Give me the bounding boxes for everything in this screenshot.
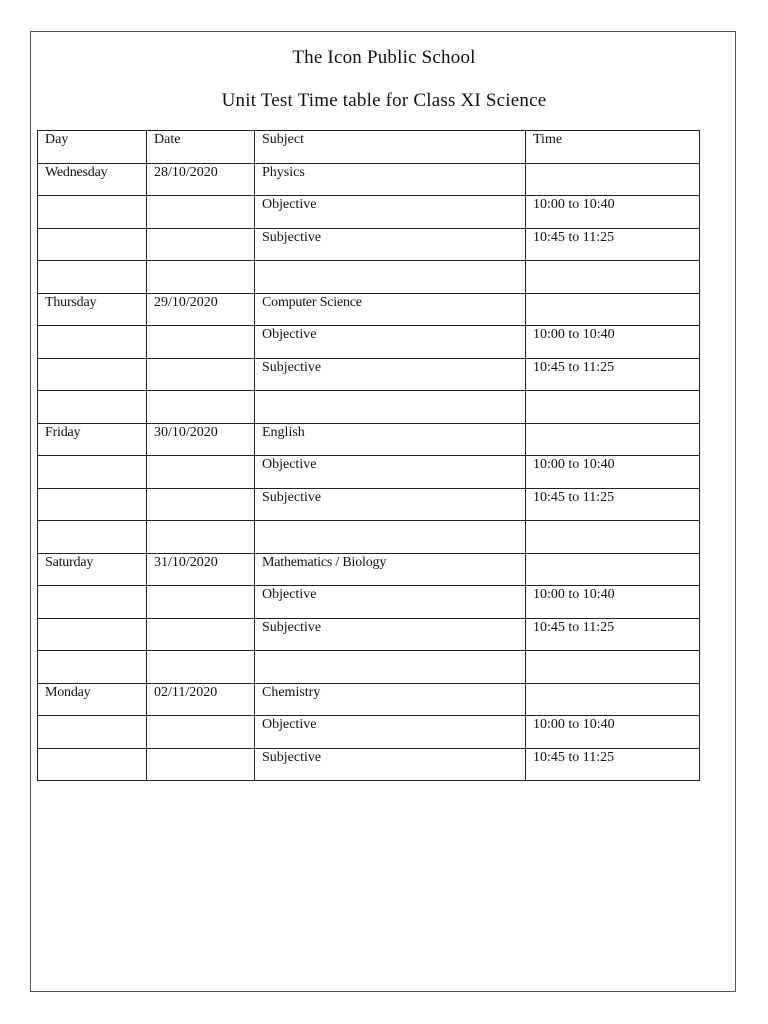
subject-cell: Objective xyxy=(255,586,526,619)
subject-cell: Subjective xyxy=(255,618,526,651)
table-row xyxy=(38,326,700,359)
header-time: Time xyxy=(526,131,700,164)
time-cell xyxy=(526,163,700,196)
subject-cell: Subjective xyxy=(255,228,526,261)
subject-cell xyxy=(255,651,526,684)
day-cell xyxy=(38,651,147,684)
subject-cell: Objective xyxy=(255,326,526,359)
time-cell xyxy=(526,521,700,554)
time-cell: 10:45 to 11:25 xyxy=(526,748,700,781)
day-cell xyxy=(38,326,147,359)
time-cell: 10:00 to 10:40 xyxy=(526,456,700,489)
date-cell: 30/10/2020 xyxy=(147,423,255,456)
subject-cell xyxy=(255,261,526,294)
subject-cell: English xyxy=(255,423,526,456)
table-row xyxy=(38,521,700,554)
date-cell: 31/10/2020 xyxy=(147,553,255,586)
day-cell xyxy=(38,748,147,781)
school-title: The Icon Public School xyxy=(292,47,476,68)
header-row xyxy=(38,131,700,164)
date-cell xyxy=(147,748,255,781)
date-cell: 28/10/2020 xyxy=(147,163,255,196)
day-cell: Monday xyxy=(38,683,147,716)
subject-cell xyxy=(255,521,526,554)
table-row xyxy=(38,553,700,586)
header-subject: Subject xyxy=(255,131,526,164)
table-row xyxy=(38,651,700,684)
subject-cell: Subjective xyxy=(255,748,526,781)
time-cell: 10:45 to 11:25 xyxy=(526,228,700,261)
date-cell xyxy=(147,716,255,749)
table-row xyxy=(38,748,700,781)
time-cell: 10:45 to 11:25 xyxy=(526,488,700,521)
date-cell xyxy=(147,228,255,261)
time-cell xyxy=(526,683,700,716)
table-row xyxy=(38,261,700,294)
subject-cell: Physics xyxy=(255,163,526,196)
table-row xyxy=(38,228,700,261)
time-cell: 10:45 to 11:25 xyxy=(526,358,700,391)
day-cell xyxy=(38,358,147,391)
table-row xyxy=(38,423,700,456)
subject-cell: Objective xyxy=(255,456,526,489)
day-cell xyxy=(38,456,147,489)
table-row xyxy=(38,456,700,489)
day-cell xyxy=(38,618,147,651)
timetable-body xyxy=(38,131,700,781)
time-cell: 10:00 to 10:40 xyxy=(526,716,700,749)
day-cell: Friday xyxy=(38,423,147,456)
table-row xyxy=(38,716,700,749)
subject-cell: Mathematics / Biology xyxy=(255,553,526,586)
time-cell: 10:00 to 10:40 xyxy=(526,326,700,359)
date-cell xyxy=(147,488,255,521)
day-cell xyxy=(38,261,147,294)
table-row xyxy=(38,163,700,196)
time-cell xyxy=(526,391,700,424)
table-row xyxy=(38,196,700,229)
date-cell xyxy=(147,618,255,651)
table-row xyxy=(38,683,700,716)
subject-cell xyxy=(255,391,526,424)
date-cell xyxy=(147,358,255,391)
date-cell xyxy=(147,261,255,294)
day-cell: Wednesday xyxy=(38,163,147,196)
timetable-subtitle: Unit Test Time table for Class XI Science xyxy=(221,90,547,111)
day-cell xyxy=(38,228,147,261)
time-cell xyxy=(526,423,700,456)
date-cell: 29/10/2020 xyxy=(147,293,255,326)
day-cell xyxy=(38,586,147,619)
header-date: Date xyxy=(147,131,255,164)
subject-cell: Objective xyxy=(255,716,526,749)
time-cell xyxy=(526,553,700,586)
day-cell: Saturday xyxy=(38,553,147,586)
day-cell xyxy=(38,716,147,749)
table-row xyxy=(38,618,700,651)
day-cell xyxy=(38,391,147,424)
subject-cell: Subjective xyxy=(255,358,526,391)
time-cell: 10:00 to 10:40 xyxy=(526,586,700,619)
day-cell: Thursday xyxy=(38,293,147,326)
table-row xyxy=(38,293,700,326)
date-cell xyxy=(147,326,255,359)
date-cell xyxy=(147,586,255,619)
time-cell: 10:45 to 11:25 xyxy=(526,618,700,651)
time-cell xyxy=(526,651,700,684)
date-cell xyxy=(147,651,255,684)
date-cell xyxy=(147,521,255,554)
subject-cell: Subjective xyxy=(255,488,526,521)
time-cell xyxy=(526,261,700,294)
date-cell xyxy=(147,391,255,424)
time-cell: 10:00 to 10:40 xyxy=(526,196,700,229)
subject-cell: Computer Science xyxy=(255,293,526,326)
timetable xyxy=(37,130,700,781)
day-cell xyxy=(38,521,147,554)
header-day: Day xyxy=(38,131,147,164)
day-cell xyxy=(38,196,147,229)
date-cell xyxy=(147,196,255,229)
table-row xyxy=(38,586,700,619)
day-cell xyxy=(38,488,147,521)
table-row xyxy=(38,488,700,521)
table-row xyxy=(38,358,700,391)
date-cell xyxy=(147,456,255,489)
subject-cell: Objective xyxy=(255,196,526,229)
time-cell xyxy=(526,293,700,326)
date-cell: 02/11/2020 xyxy=(147,683,255,716)
subject-cell: Chemistry xyxy=(255,683,526,716)
table-row xyxy=(38,391,700,424)
